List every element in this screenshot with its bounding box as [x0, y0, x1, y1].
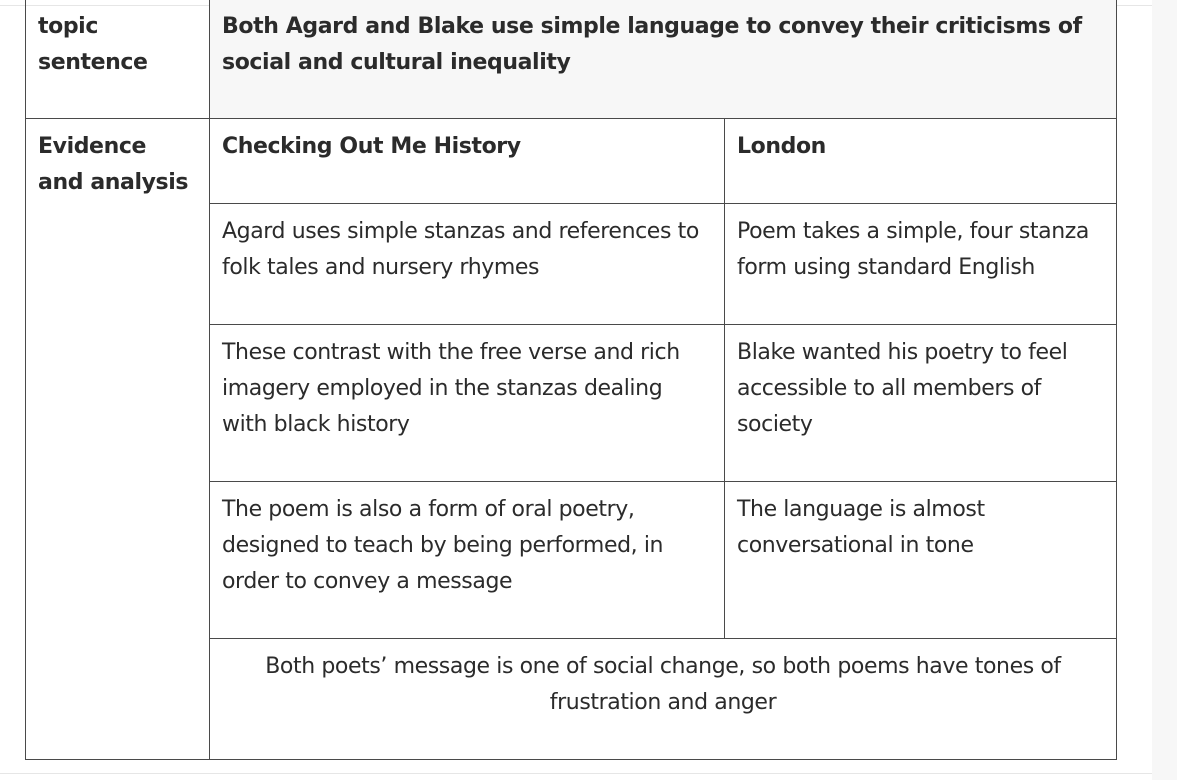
table-cell-blake: Blake wanted his poetry to feel accessible to all members of society	[725, 325, 1117, 482]
topic-sentence-text: Both Agard and Blake use simple language to convey their criticisms of social and cultural inequality	[210, 0, 1117, 119]
evidence-analysis-label: Evidence and analysis	[26, 119, 210, 760]
bottom-divider	[0, 773, 1152, 774]
table-cell-blake: Poem takes a simple, four stanza form using standard English	[725, 204, 1117, 325]
column-header-checking-out-me-history: Checking Out Me History	[210, 119, 725, 204]
scrollbar-track[interactable]	[1152, 0, 1177, 780]
table-cell-agard: Agard uses simple stanzas and references to folk tales and nursery rhymes	[210, 204, 725, 325]
topic-sentence-label: topic sentence	[26, 0, 210, 119]
conclusion-text: Both poets’ message is one of social change, so both poems have tones of frustration and anger	[210, 639, 1117, 760]
topic-sentence-row	[26, 0, 1117, 119]
column-header-row	[26, 119, 1117, 204]
column-header-london: London	[725, 119, 1117, 204]
table-cell-agard: These contrast with the free verse and rich imagery employed in the stanzas dealing with black history	[210, 325, 725, 482]
table-cell-agard: The poem is also a form of oral poetry, designed to teach by being performed, in order to convey a message	[210, 482, 725, 639]
table-cell-blake: The language is almost conversational in tone	[725, 482, 1117, 639]
essay-plan-table	[25, 0, 1117, 760]
